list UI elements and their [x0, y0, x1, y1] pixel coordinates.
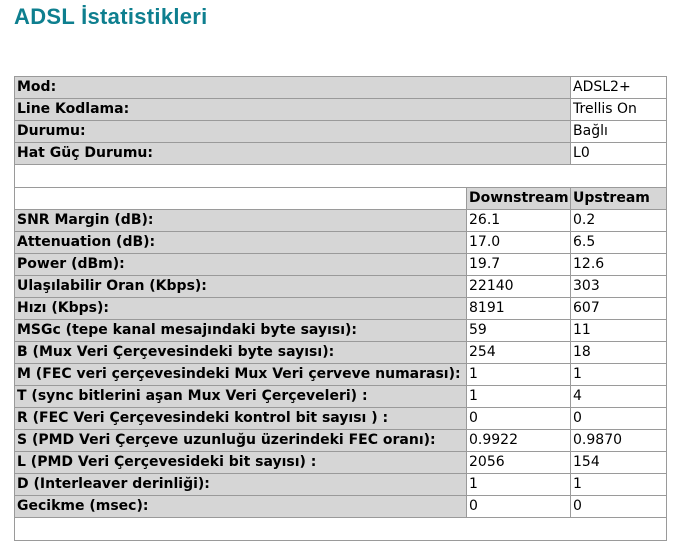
upstream-value: 0 [571, 408, 667, 430]
stat-label: Ulaşılabilir Oran (Kbps): [15, 276, 467, 298]
downstream-value: 8191 [467, 298, 571, 320]
spacer-row [15, 518, 667, 541]
line-statistics [15, 210, 667, 518]
upstream-value: 18 [571, 342, 667, 364]
stat-label: Power (dBm): [15, 254, 467, 276]
row-value: Bağlı [571, 121, 667, 143]
stat-label: L (PMD Veri Çerçevesideki bit sayısı) : [15, 452, 467, 474]
upstream-value: 303 [571, 276, 667, 298]
stat-label: D (Interleaver derinliği): [15, 474, 467, 496]
stats-row [15, 342, 667, 364]
stats-row [15, 298, 667, 320]
upstream-value: 11 [571, 320, 667, 342]
connection-row [15, 143, 667, 165]
downstream-value: 254 [467, 342, 571, 364]
stat-label: M (FEC veri çerçevesindeki Mux Veri çerveve numarası): [15, 364, 467, 386]
stats-row [15, 452, 667, 474]
stat-label: S (PMD Veri Çerçeve uzunluğu üzerindeki FEC oranı): [15, 430, 467, 452]
upstream-value: 0.9870 [571, 430, 667, 452]
stats-row [15, 276, 667, 298]
spacer-cell [15, 165, 667, 188]
downstream-value: 1 [467, 474, 571, 496]
stat-label: MSGc (tepe kanal mesajındaki byte sayısı): [15, 320, 467, 342]
stats-row [15, 232, 667, 254]
downstream-value: 1 [467, 386, 571, 408]
connection-row [15, 99, 667, 121]
stat-label: SNR Margin (dB): [15, 210, 467, 232]
page-title: ADSL İstatistikleri [14, 4, 208, 29]
stats-row [15, 474, 667, 496]
downstream-value: 19.7 [467, 254, 571, 276]
connection-row [15, 77, 667, 99]
spacer-row [15, 165, 667, 188]
downstream-value: 0.9922 [467, 430, 571, 452]
upstream-header: Upstream [571, 188, 667, 210]
downstream-value: 22140 [467, 276, 571, 298]
upstream-value: 1 [571, 364, 667, 386]
row-label: Durumu: [15, 121, 571, 143]
stats-row [15, 364, 667, 386]
stats-row [15, 320, 667, 342]
upstream-value: 0.2 [571, 210, 667, 232]
stats-row [15, 496, 667, 518]
downstream-value: 0 [467, 496, 571, 518]
stat-label: Attenuation (dB): [15, 232, 467, 254]
stats-header-row [15, 188, 667, 210]
row-value: Trellis On [571, 99, 667, 121]
row-label: Hat Güç Durumu: [15, 143, 571, 165]
upstream-value: 1 [571, 474, 667, 496]
downstream-value: 2056 [467, 452, 571, 474]
adsl-stats-table [14, 76, 667, 541]
downstream-value: 59 [467, 320, 571, 342]
upstream-value: 6.5 [571, 232, 667, 254]
stats-row [15, 210, 667, 232]
spacer-cell [15, 518, 667, 541]
stats-row [15, 408, 667, 430]
stats-row [15, 386, 667, 408]
upstream-value: 12.6 [571, 254, 667, 276]
row-label: Mod: [15, 77, 571, 99]
row-value: ADSL2+ [571, 77, 667, 99]
stats-row [15, 254, 667, 276]
stat-label: T (sync bitlerini aşan Mux Veri Çerçeveleri) : [15, 386, 467, 408]
stat-label: Gecikme (msec): [15, 496, 467, 518]
table-footer [15, 518, 667, 541]
row-label: Line Kodlama: [15, 99, 571, 121]
upstream-value: 0 [571, 496, 667, 518]
downstream-value: 1 [467, 364, 571, 386]
row-value: L0 [571, 143, 667, 165]
upstream-value: 607 [571, 298, 667, 320]
upstream-value: 154 [571, 452, 667, 474]
connection-info [15, 77, 667, 210]
downstream-value: 17.0 [467, 232, 571, 254]
header-blank-cell [15, 188, 467, 210]
upstream-value: 4 [571, 386, 667, 408]
stat-label: Hızı (Kbps): [15, 298, 467, 320]
stats-row [15, 430, 667, 452]
connection-row [15, 121, 667, 143]
downstream-header: Downstream [467, 188, 571, 210]
downstream-value: 26.1 [467, 210, 571, 232]
stat-label: R (FEC Veri Çerçevesindeki kontrol bit sayısı ) : [15, 408, 467, 430]
downstream-value: 0 [467, 408, 571, 430]
stat-label: B (Mux Veri Çerçevesindeki byte sayısı): [15, 342, 467, 364]
